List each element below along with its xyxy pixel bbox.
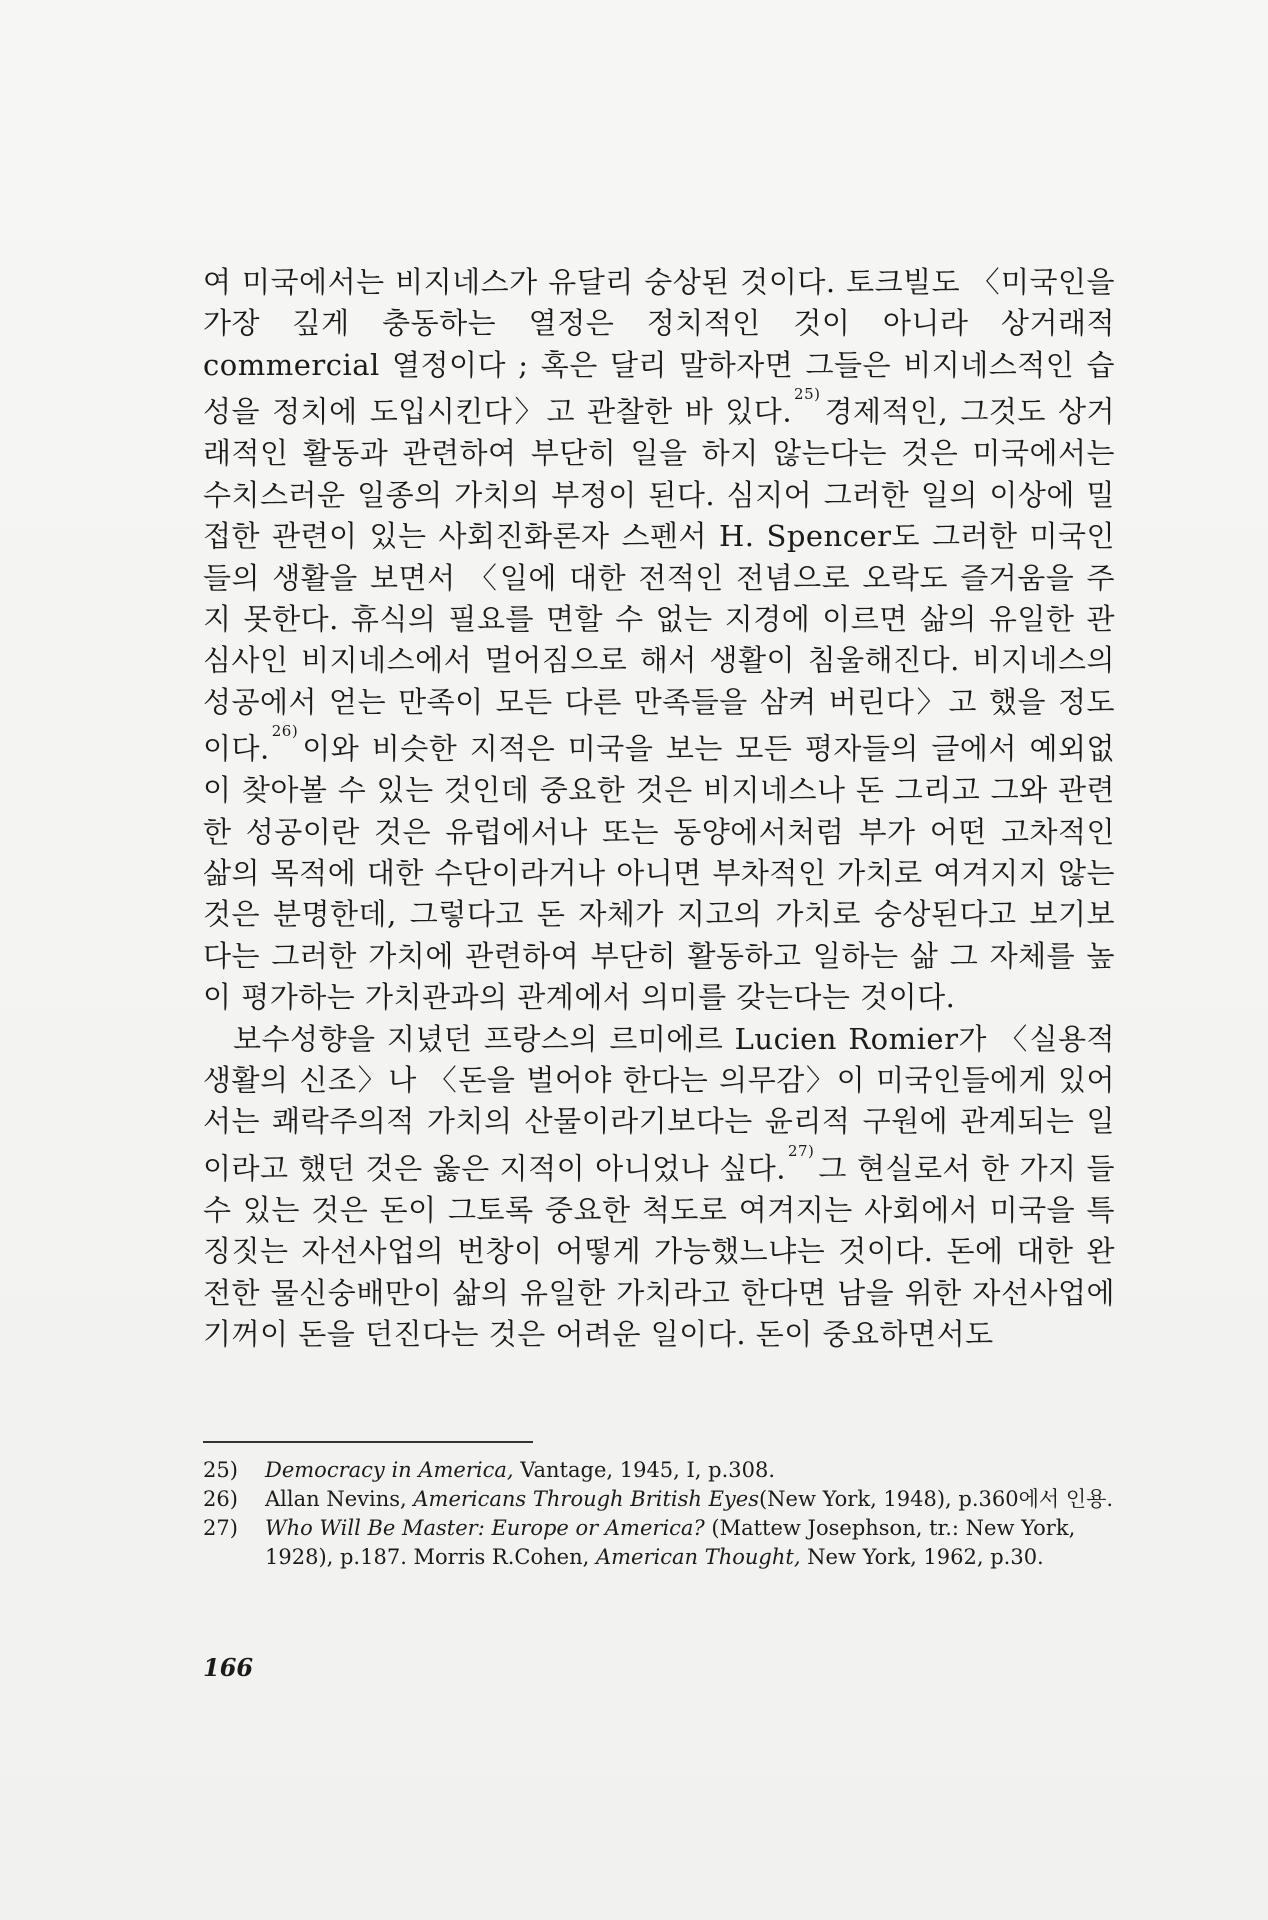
footnote-text: Vantage, 1945, I, p.308. [513,1458,776,1482]
paragraph-text: 여 미국에서는 비지네스가 유달리 숭상된 것이다. 토크빌도 〈미국인을 가장 깊게 충동하는 열정은 정치적인 것이 아니라 상거래적 commercial 열정이다 ; 혹은 달리 말하자면 그들은 비지네스적인 습성을 정치에 도입시킨다〉고 관찰한 바 있다. [203,265,1115,429]
paragraph-2 [203,1019,1115,1356]
footnote-title: Democracy in America, [265,1458,514,1482]
footnote-reference: 26) [271,722,299,741]
footnote-text: (New York, 1948), p.360에서 인용. [758,1487,1114,1511]
footnote-number: 26) [203,1487,238,1511]
footnote-27 [203,1514,1115,1572]
footnote-title: Americans Through British Eyes [413,1487,759,1511]
body-text [203,262,1115,1356]
footnote-26 [203,1485,1115,1514]
footnote-divider [203,1441,533,1443]
footnote-reference: 25) [794,385,821,404]
footnote-25 [203,1456,1115,1485]
paragraph-text: 그 현실로서 한 가지 들 수 있는 것은 돈이 그토록 중요한 척도로 여겨지는 사회에서 미국을 특징짓는 자선사업의 번창이 어떻게 가능했느냐는 것이다. 돈에 대한 완전한 물신숭배만이 삶의 유일한 가치라고 한다면 남을 위한 자선사업에 기꺼이 돈을 던진다는 것은 어려운 일이다. 돈이 중요하면서도 [203,1151,1116,1352]
footnote-text: New York, 1962, p.30. [800,1545,1044,1569]
paragraph-text: 경제적인, 그것도 상거래적인 활동과 관련하여 부단히 일을 하지 않는다는 것은 미국에서는 수치스러운 일종의 가치의 부정이 된다. 심지어 그러한 일의 이상에 밀접한 관련이 있는 사회진화론자 스펜서 H. Spencer도 그러한 미국인들의 생활을 보면서 〈일에 대한 전적인 전념으로 오락도 즐거움을 주지 못한다. 휴식의 필요를 면할 수 없는 지경에 이르면 삶의 유일한 관심사인 비지네스에서 멀어짐으로 해서 생활이 침울해진다. 비지네스의 성공에서 얻는 만족이 모든 다른 만족들을 삼켜 버린다〉고 했을 정도이다. [203,394,1115,766]
paragraph-text: 이와 비슷한 지적은 미국을 보는 모든 평자들의 글에서 예외없이 찾아볼 수 있는 것인데 중요한 것은 비지네스나 돈 그리고 그와 관련한 성공이란 것은 유럽에서나 또는 동양에서처럼 부가 어떤 고차적인 삶의 목적에 대한 수단이라거나 아니면 부차적인 가치로 여겨지지 않는 것은 분명한데, 그렇다고 돈 자체가 지고의 가치로 숭상된다고 보기보다는 그러한 가치에 관련하여 부단히 활동하고 일하는 삶 그 자체를 높이 평가하는 가치관과의 관계에서 의미를 갖는다는 것이다. [203,731,1115,1015]
paragraph-text: 보수성향을 지녔던 프랑스의 르미에르 Lucien Romier가 〈실용적 생활의 신조〉나 〈돈을 벌어야 한다는 의무감〉이 미국인들에게 있어서는 쾌락주의적 가치의 산물이라기보다는 윤리적 구원에 관계되는 일이라고 했던 것은 옳은 지적이 아니었나 싶다. [203,1021,1115,1186]
footnote-number: 25) [203,1458,238,1482]
footnote-text: (Mattew Josephson, tr.: New York, 1928), p.187. Morris R.Cohen, [265,1516,1076,1569]
page-number: 166 [203,1653,254,1682]
footnotes [203,1456,1115,1572]
footnote-text: Allan Nevins, [265,1487,414,1511]
footnote-reference: 27) [787,1141,815,1160]
footnote-title: Who Will Be Master: Europe or America? [265,1516,705,1540]
paragraph-1 [203,262,1115,1019]
footnote-title: American Thought, [595,1545,801,1569]
footnote-number: 27) [203,1516,238,1540]
